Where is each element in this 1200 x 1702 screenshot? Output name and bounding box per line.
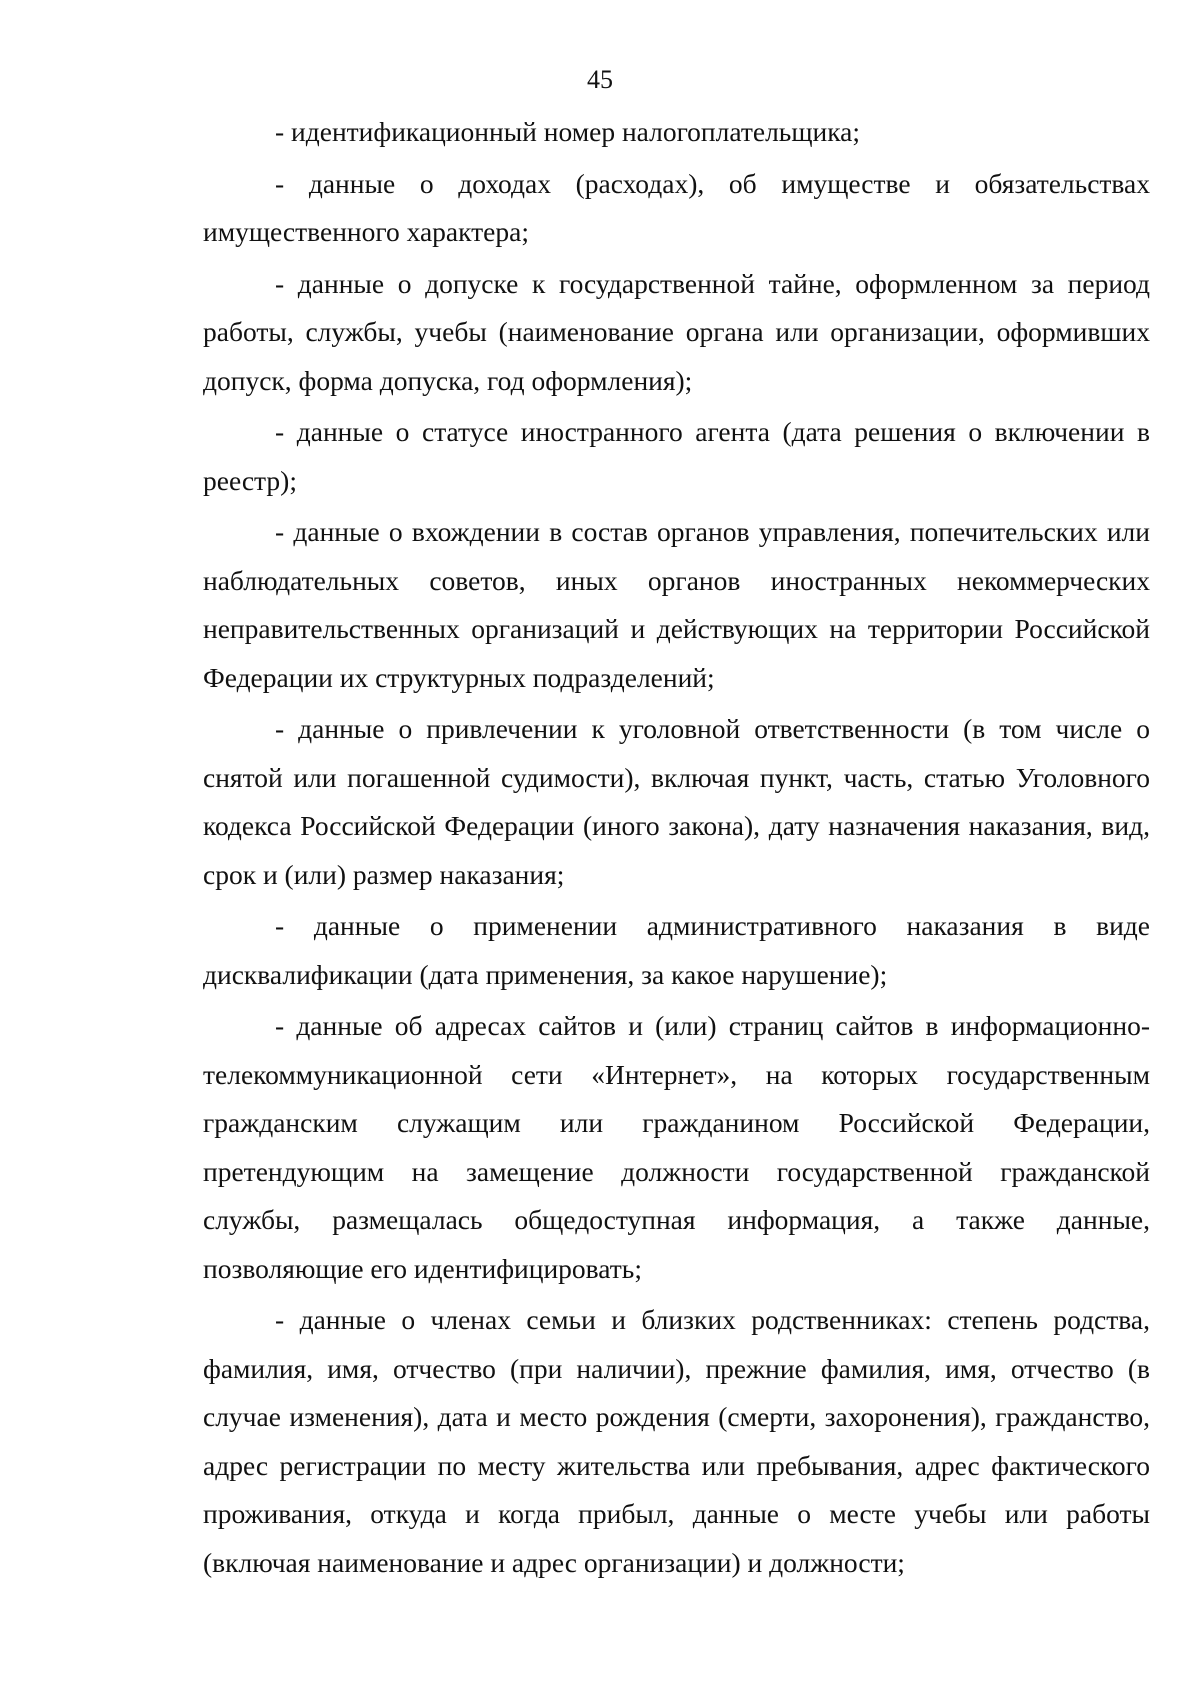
- paragraph-criminal-liability: - данные о привлечении к уголовной ответственности (в том числе о снятой или погашенной судимости), включая пункт, часть, статью Уголовного кодекса Российской Федерации (иного закона), дату назначения наказания, вид, срок и (или) размер наказания;: [203, 713, 1150, 890]
- paragraph-foreign-ngo-membership: - данные о вхождении в состав органов управления, попечительских или наблюдательных советов, иных органов иностранных некоммерческих неправительственных организаций и действующих на территории Российской Федерации их структурных подразделений;: [203, 516, 1150, 693]
- paragraph-income-property: - данные о доходах (расходах), об имуществе и обязательствах имущественного характера;: [203, 167, 1150, 247]
- paragraph-internet-sites: - данные об адресах сайтов и (или) страниц сайтов в информационно-телекоммуникационной сети «Интернет», на которых государственным гражданским служащим или гражданином Российской Федерации, претендующим на замещение должности государственной гражданской службы, размещалась общедоступная информация, а также данные, позволяющие его идентифицировать;: [203, 1010, 1150, 1284]
- paragraph-disqualification: - данные о применении административного наказания в виде дисквалификации (дата применения, за какое нарушение);: [203, 910, 1150, 990]
- page-number: 45: [587, 65, 613, 94]
- paragraph-foreign-agent-status: - данные о статусе иностранного агента (дата решения о включении в реестр);: [203, 416, 1150, 496]
- paragraph-tax-id: - идентификационный номер налогоплательщика;: [275, 116, 861, 147]
- paragraph-state-secret-access: - данные о допуске к государственной тайне, оформленном за период работы, службы, учебы (наименование органа или организации, оформивших допуск, форма допуска, год оформления);: [203, 267, 1150, 396]
- document-body: [203, 108, 1150, 1590]
- paragraph-family-relatives: - данные о членах семьи и близких родственниках: степень родства, фамилия, имя, отчество (при наличии), прежние фамилия, имя, отчество (в случае изменения), дата и место рождения (смерти, захоронения), гражданство, адрес регистрации по месту жительства или пребывания, адрес фактического проживания, откуда и когда прибыл, данные о месте учебы или работы (включая наименование и адрес организации) и должности;: [203, 1304, 1150, 1578]
